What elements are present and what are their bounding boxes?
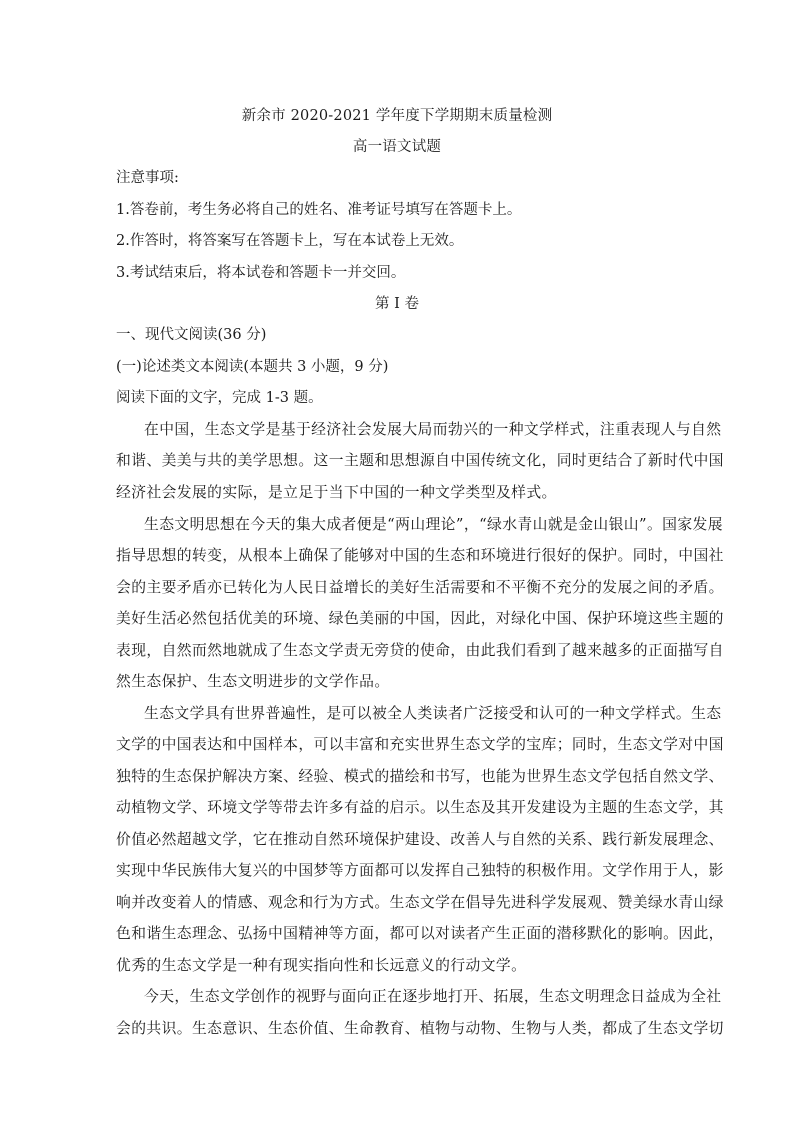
notice-item: 1.答卷前，考生务必将自己的姓名、准考证号填写在答题卡上。 bbox=[116, 202, 522, 218]
passage-line: 实现中华民族伟大复兴的中国梦等方面都可以发挥自己独特的积极作用。文学作用于人，影 bbox=[116, 862, 724, 879]
passage-line: 和谐、美美与共的美学思想。这一主题和思想源自中国传统文化，同时更结合了新时代中国 bbox=[116, 452, 724, 469]
notice-heading: 注意事项: bbox=[116, 170, 179, 186]
passage-line: 然生态保护、生态文明进步的文学作品。 bbox=[116, 673, 390, 690]
passage-line: 会的主要矛盾亦已转化为人民日益增长的美好生活需要和不平衡不充分的发展之间的矛盾。 bbox=[116, 579, 724, 596]
passage-line: 优秀的生态文学是一种有现实指向性和长远意义的行动文学。 bbox=[116, 957, 527, 974]
passage-line: 生态文学具有世界普遍性，是可以被全人类读者广泛接受和认可的一种文学样式。生态 bbox=[144, 705, 722, 722]
passage-line: 响并改变着人的情感、观念和行为方式。生态文学在倡导先进科学发展观、赞美绿水青山绿 bbox=[116, 894, 724, 911]
exam-title: 新余市 2020-2021 学年度下学期期末质量检测 bbox=[241, 108, 553, 124]
passage-line: 生态文明思想在今天的集大成者便是“两山理论”，“绿水青山就是金山银山”。国家发展 bbox=[144, 516, 723, 533]
passage-line: 在中国，生态文学是基于经济社会发展大局而勃兴的一种文学样式，注重表现人与自然 bbox=[144, 421, 722, 438]
volume-heading: 第 I 卷 bbox=[375, 296, 419, 312]
passage-line: 今天，生态文学创作的视野与面向正在逐步地打开、拓展，生态文明理念日益成为全社 bbox=[144, 988, 722, 1005]
passage-line: 独特的生态保护解决方案、经验、模式的描绘和书写，也能为世界生态文学包括自然文学、 bbox=[116, 768, 724, 785]
sub-heading: (一)论述类文本阅读(本题共 3 小题，9 分) bbox=[116, 359, 389, 375]
passage-line: 文学的中国表达和中国样本，可以丰富和充实世界生态文学的宝库；同时，生态文学对中国 bbox=[116, 736, 724, 753]
passage-line: 经济社会发展的实际，是立足于当下中国的一种文学类型及样式。 bbox=[116, 484, 557, 501]
notice-item: 3.考试结束后，将本试卷和答题卡一并交回。 bbox=[116, 265, 406, 281]
passage-line: 价值必然超越文学，它在推动自然环境保护建设、改善人与自然的关系、践行新发展理念、 bbox=[116, 831, 724, 848]
passage-line: 表现，自然而然地就成了生态文学责无旁贷的使命，由此我们看到了越来越多的正面描写自 bbox=[116, 642, 724, 659]
passage-line: 美好生活必然包括优美的环境、绿色美丽的中国，因此，对绿化中国、保护环境这些主题的 bbox=[116, 610, 724, 627]
passage-line: 会的共识。生态意识、生态价值、生命教育、植物与动物、生物与人类，都成了生态文学切 bbox=[116, 1020, 724, 1037]
notice-item: 2.作答时，将答案写在答题卡上，写在本试卷上无效。 bbox=[116, 233, 464, 249]
reading-instruction: 阅读下面的文字，完成 1-3 题。 bbox=[116, 390, 323, 406]
passage-line: 指导思想的转变，从根本上确保了能够对中国的生态和环境进行很好的保护。同时，中国社 bbox=[116, 547, 724, 564]
part-heading: 一、现代文阅读(36 分) bbox=[116, 327, 267, 343]
subject-title: 高一语文试题 bbox=[352, 139, 442, 155]
passage-line: 动植物文学、环境文学等带去许多有益的启示。以生态及其开发建设为主题的生态文学，其 bbox=[116, 799, 724, 816]
passage-line: 色和谐生态理念、弘扬中国精神等方面，都可以对读者产生正面的潜移默化的影响。因此， bbox=[116, 925, 724, 942]
